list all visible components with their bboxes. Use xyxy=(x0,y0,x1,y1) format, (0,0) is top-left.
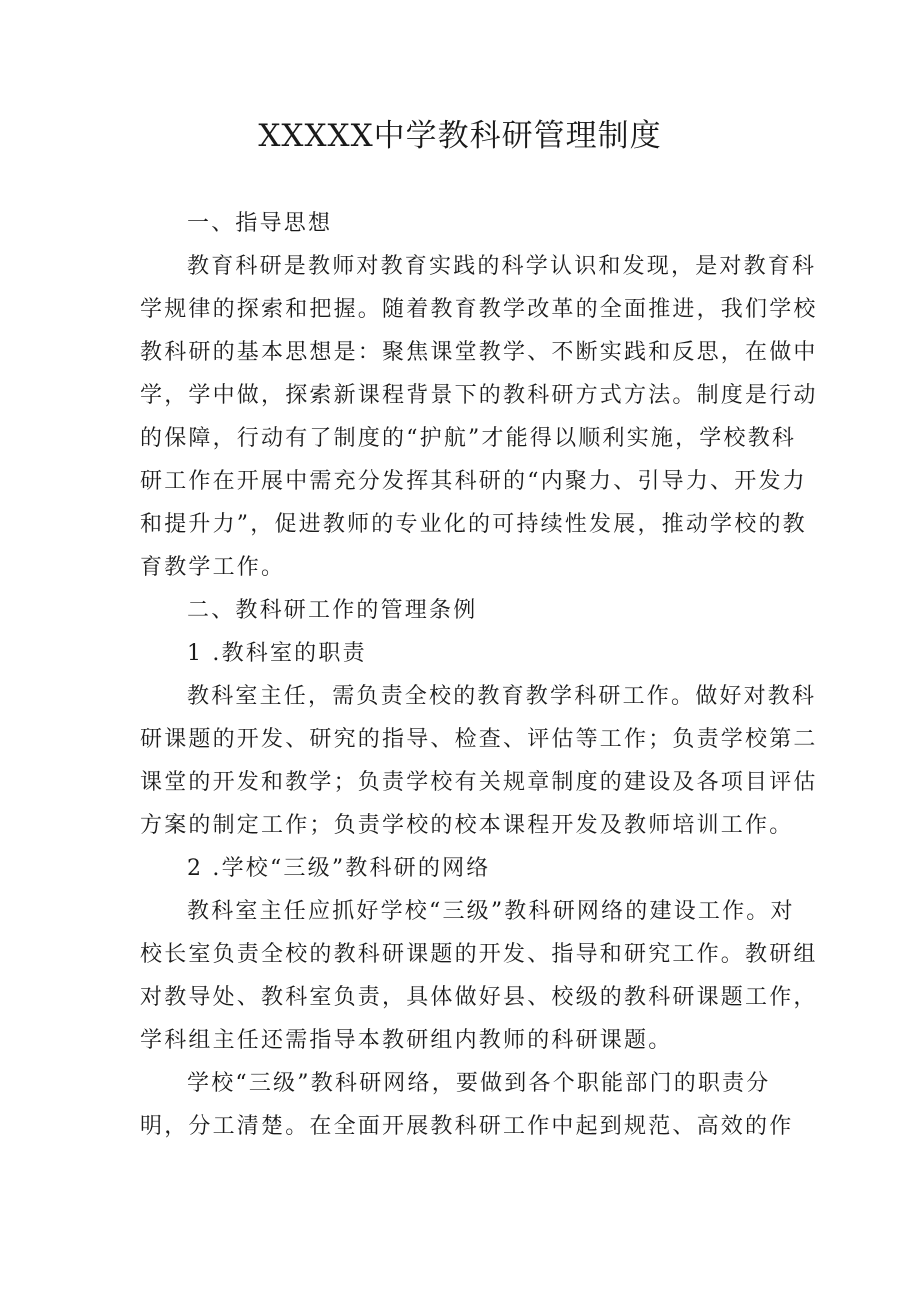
text-line: 课堂的开发和教学；负责学校有关规章制度的建设及各项目评估 xyxy=(140,770,818,795)
text-line: 2 .学校“三级”教科研的网络 xyxy=(187,856,491,881)
text-line: 研课题的开发、研究的指导、检查、评估等工作；负责学校第二 xyxy=(140,727,818,752)
text-line: 明，分工清楚。在全面开展教科研工作中起到规范、高效的作 xyxy=(140,1114,794,1139)
text-line: 校长室负责全校的教科研课题的开发、指导和研究工作。教研组 xyxy=(140,942,818,967)
text-line: 学规律的探索和把握。随着教育教学改革的全面推进，我们学校 xyxy=(140,297,818,322)
document-title: XXXXX中学教科研管理制度 xyxy=(258,118,662,154)
text-line: 和提升力”，促进教师的专业化的可持续性发展，推动学校的教 xyxy=(140,512,807,537)
text-line: 学，学中做，探索新课程背景下的教科研方式方法。制度是行动 xyxy=(140,383,818,408)
text-line: 教科室主任应抓好学校“三级”教科研网络的建设工作。对 xyxy=(187,899,795,924)
text-line: 一、指导思想 xyxy=(187,211,333,236)
text-line: 教科研的基本思想是：聚焦课堂教学、不断实践和反思，在做中 xyxy=(140,340,818,365)
text-line: 学科组主任还需指导本教研组内教师的科研课题。 xyxy=(140,1028,673,1053)
text-line: 二、教科研工作的管理条例 xyxy=(187,598,478,623)
text-line: 教科室主任，需负责全校的教育教学科研工作。做好对教科 xyxy=(187,684,817,709)
text-line: 的保障，行动有了制度的“护航”才能得以顺利实施，学校教科 xyxy=(140,426,797,451)
text-line: 1 .教科室的职责 xyxy=(187,641,367,666)
text-line: 方案的制定工作；负责学校的校本课程开发及教师培训工作。 xyxy=(140,813,794,838)
text-line: 对教导处、教科室负责，具体做好县、校级的教科研课题工作， xyxy=(140,985,818,1010)
text-line: 研工作在开展中需充分发挥其科研的“内聚力、引导力、开发力 xyxy=(140,469,807,494)
text-line: 学校“三级”教科研网络，要做到各个职能部门的职责分 xyxy=(187,1071,771,1096)
text-line: 教育科研是教师对教育实践的科学认识和发现，是对教育科 xyxy=(187,254,817,279)
document-body xyxy=(140,202,818,1148)
text-line: 育教学工作。 xyxy=(140,555,286,580)
